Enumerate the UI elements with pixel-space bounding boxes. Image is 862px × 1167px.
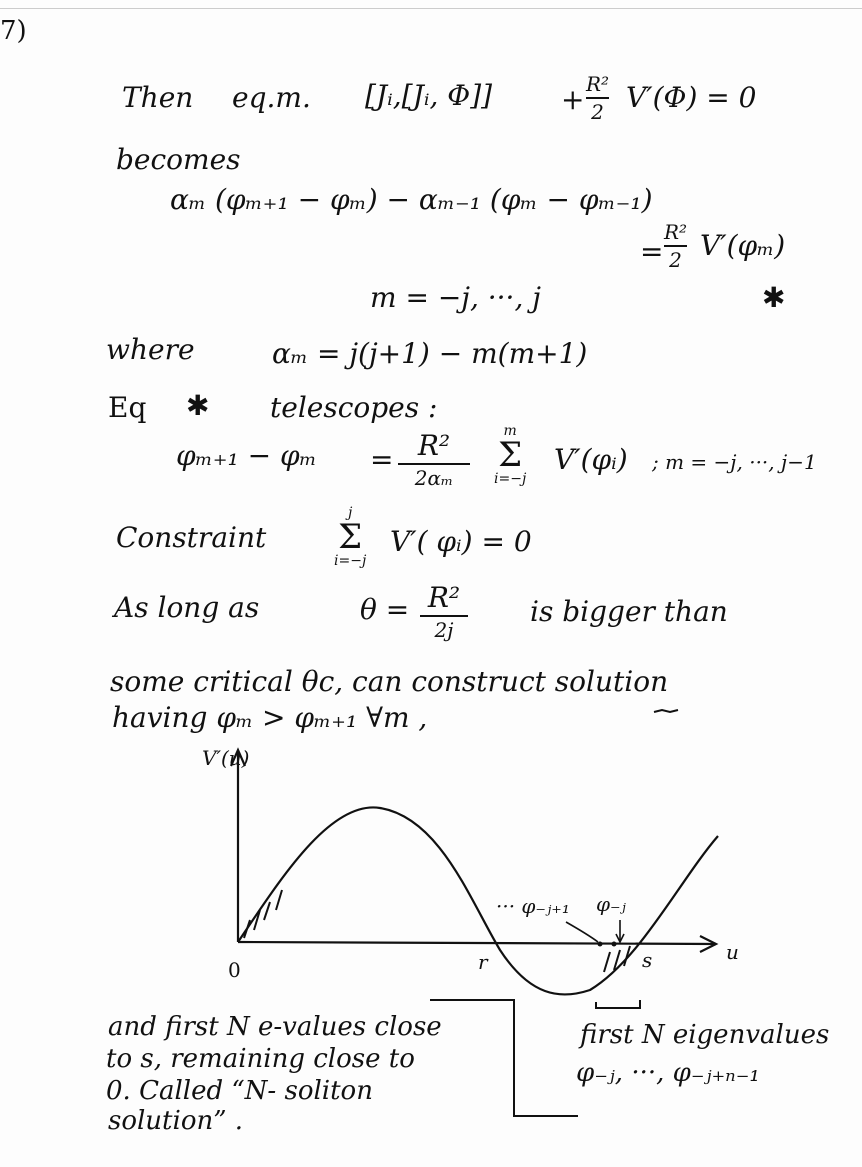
as-long-as: As long as [114,591,260,624]
graph-root-s: s [642,948,653,972]
theta-eq: θ = [360,593,410,626]
eigen-bracket [596,1000,640,1008]
potential-rhs: V′(φₘ) [700,229,786,262]
page-number: 7) [0,16,27,46]
alpha-definition: αₘ = j(j+1) − m(m+1) [272,337,588,370]
constraint-word: Constraint [116,521,267,554]
origin-hatches [244,890,282,938]
recursion-equation: αₘ (φₘ₊₁ − φₘ) − αₘ₋₁ (φₘ − φₘ₋₁) [170,183,653,216]
commutator-expr: [Jᵢ,[Jᵢ, Φ]] [365,79,493,112]
arrow-phi-j1 [566,922,598,942]
sum-term: V′(φᵢ) [554,443,628,476]
frac-den: 2 [669,248,682,272]
point-phi-j1 [598,942,603,947]
sum-lower: i=−j [494,471,527,487]
star-marker: ✱ [762,281,786,314]
frac-num: R² [664,220,688,244]
having-line: having φₘ > φₘ₊₁ ∀m , [112,701,428,734]
note-left-line-4: solution” . [108,1106,244,1136]
potential-eq-zero: V′(Φ) = 0 [626,81,757,114]
graph-xlabel: u [726,940,739,964]
equals-sign: = [370,443,394,476]
becomes-word: becomes [116,143,241,176]
note-right-line-1: first N eigenvalues [580,1020,830,1050]
graph-root-r: r [478,950,488,974]
some-critical-line: some critical θc, can construct solution [110,665,669,698]
phi-difference: φₘ₊₁ − φₘ [176,439,317,472]
eqm-abbrev: eq.m. [232,81,311,114]
notes-divider [430,1000,578,1116]
telescopes-word: telescopes : [270,391,438,424]
graph-ylabel: V′(u) [202,746,250,770]
frac-num: R² [417,429,451,462]
graph-phi-j1: ··· φ₋ⱼ₊₁ [496,894,570,918]
where-word: where [106,333,195,366]
graph-phi-j: φ₋ⱼ [596,892,626,916]
sum-upper: j [347,505,353,521]
sum-lower: i=−j [334,553,367,569]
note-right-line-2: φ₋ⱼ, ···, φ₋ⱼ₊ₙ₋₁ [576,1058,760,1088]
note-left-line-2: to s, remaining close to [106,1044,415,1074]
equals-sign: = [640,235,664,268]
constraint-term: V′( φᵢ) = 0 [390,525,532,558]
star-ref: ✱ [186,389,210,422]
bigger-than: is bigger than [530,595,728,628]
frac-num: R² [427,581,461,614]
sigma-symbol: Σ [338,517,363,557]
m-range-telescope: ; m = −j, ···, j−1 [652,450,817,474]
x-axis [238,942,716,944]
plus-sign: + [561,83,585,116]
sigma-symbol: Σ [498,435,523,475]
m-range: m = −j, ···, j [370,281,541,314]
sum-upper: m [503,423,517,439]
graph-origin: 0 [228,958,241,982]
note-left-line-3: 0. Called “N- soliton [106,1076,373,1106]
frac-den: 2 [591,100,604,124]
eq-label: Eq [108,391,147,424]
frac-num: R² [586,72,610,96]
point-phi-j [612,942,617,947]
then-word: Then [122,81,194,114]
crossed-out-scribble [654,710,678,712]
potential-curve [238,807,718,994]
frac-den: 2αₘ [414,466,454,490]
note-left-line-1: and first N e-values close [108,1012,442,1042]
frac-den: 2j [434,618,454,642]
